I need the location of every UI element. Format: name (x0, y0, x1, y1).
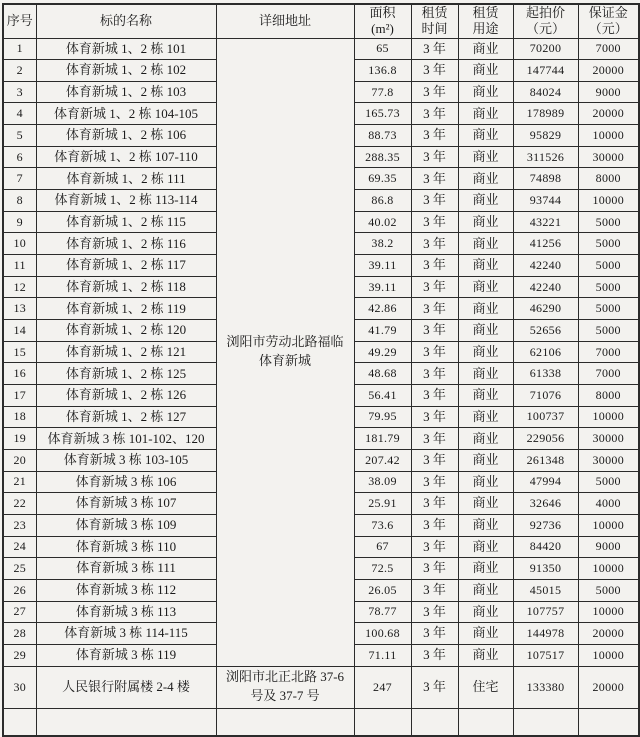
cell-lot-name: 体育新城 3 栋 103-105 (36, 449, 216, 471)
cell-address (216, 666, 354, 708)
table-body (3, 38, 639, 736)
cell-area: 41.79 (354, 320, 411, 342)
cell-deposit: 10000 (578, 514, 639, 536)
cell-lease-term: 3 年 (411, 644, 458, 666)
cell-starting-price: 71076 (513, 385, 578, 407)
cell-deposit: 5000 (578, 579, 639, 601)
cell-area: 38.09 (354, 471, 411, 493)
cell-lease-use: 商业 (458, 190, 513, 212)
cell-starting-price: 133380 (513, 666, 578, 708)
cell-lot-name: 体育新城 1、2 栋 111 (36, 168, 216, 190)
cell-deposit: 5000 (578, 233, 639, 255)
cell-lot-name: 体育新城 1、2 栋 127 (36, 406, 216, 428)
cell-starting-price: 52656 (513, 320, 578, 342)
cutoff-cell (3, 708, 36, 736)
cell-lot-name: 人民银行附属楼 2-4 楼 (36, 666, 216, 708)
cell-starting-price: 147744 (513, 60, 578, 82)
cell-lease-use: 商业 (458, 255, 513, 277)
cell-serial-number: 9 (3, 211, 36, 233)
cell-lease-use: 住宅 (458, 666, 513, 708)
column-header-line1: 标的名称 (99, 13, 152, 29)
cell-deposit: 30000 (578, 428, 639, 450)
cell-deposit: 5000 (578, 471, 639, 493)
cell-lease-use: 商业 (458, 601, 513, 623)
cell-lease-term: 3 年 (411, 146, 458, 168)
cell-lot-name: 体育新城 3 栋 112 (36, 579, 216, 601)
cell-area: 49.29 (354, 341, 411, 363)
cell-lot-name: 体育新城 1、2 栋 120 (36, 320, 216, 342)
column-header-line1: 序号 (6, 13, 33, 29)
cell-lot-name: 体育新城 1、2 栋 126 (36, 385, 216, 407)
cell-lease-use: 商业 (458, 493, 513, 515)
column-header-no (3, 4, 36, 38)
cell-starting-price: 311526 (513, 146, 578, 168)
cell-lease-use: 商业 (458, 623, 513, 645)
cell-deposit: 7000 (578, 341, 639, 363)
cell-starting-price: 107757 (513, 601, 578, 623)
cutoff-cell (513, 708, 578, 736)
cell-lease-use: 商业 (458, 211, 513, 233)
column-header-line2: 用途 (472, 21, 499, 37)
cell-lease-term: 3 年 (411, 168, 458, 190)
cell-lease-term: 3 年 (411, 38, 458, 60)
cell-area: 56.41 (354, 385, 411, 407)
cell-serial-number: 2 (3, 60, 36, 82)
cell-lease-term: 3 年 (411, 103, 458, 125)
cell-starting-price: 95829 (513, 125, 578, 147)
column-header-deposit (578, 4, 639, 38)
cell-deposit: 10000 (578, 406, 639, 428)
cutoff-cell (216, 708, 354, 736)
cell-lease-term: 3 年 (411, 449, 458, 471)
cell-lease-use: 商业 (458, 81, 513, 103)
cell-starting-price: 84024 (513, 81, 578, 103)
cell-area: 25.91 (354, 493, 411, 515)
cell-deposit: 5000 (578, 255, 639, 277)
cell-starting-price: 42240 (513, 276, 578, 298)
cell-deposit: 5000 (578, 320, 639, 342)
cell-serial-number: 3 (3, 81, 36, 103)
table-header (3, 4, 639, 38)
cell-serial-number: 1 (3, 38, 36, 60)
column-header-line1: 详细地址 (258, 13, 311, 29)
cell-lease-term: 3 年 (411, 666, 458, 708)
merged-address-text: 浏阳市劳动北路福临体育新城 (226, 334, 344, 369)
cell-lease-use: 商业 (458, 276, 513, 298)
cell-starting-price: 70200 (513, 38, 578, 60)
cell-deposit: 8000 (578, 168, 639, 190)
cell-starting-price: 43221 (513, 211, 578, 233)
cell-lease-use: 商业 (458, 363, 513, 385)
cell-lot-name: 体育新城 1、2 栋 102 (36, 60, 216, 82)
auction-lots-table (2, 3, 640, 737)
cell-lot-name: 体育新城 1、2 栋 104-105 (36, 103, 216, 125)
cell-starting-price: 45015 (513, 579, 578, 601)
cell-lease-term: 3 年 (411, 276, 458, 298)
cell-lease-use: 商业 (458, 558, 513, 580)
cell-lease-term: 3 年 (411, 493, 458, 515)
cell-deposit: 20000 (578, 60, 639, 82)
cell-area: 38.2 (354, 233, 411, 255)
cell-starting-price: 100737 (513, 406, 578, 428)
cell-lease-term: 3 年 (411, 385, 458, 407)
cell-area: 26.05 (354, 579, 411, 601)
cell-lot-name: 体育新城 3 栋 107 (36, 493, 216, 515)
cell-lease-term: 3 年 (411, 406, 458, 428)
cell-deposit: 20000 (578, 103, 639, 125)
cell-deposit: 8000 (578, 385, 639, 407)
cell-starting-price: 178989 (513, 103, 578, 125)
cell-deposit: 5000 (578, 276, 639, 298)
cell-serial-number: 20 (3, 449, 36, 471)
cell-starting-price: 46290 (513, 298, 578, 320)
table-row (3, 38, 639, 60)
cell-starting-price: 229056 (513, 428, 578, 450)
cell-lot-name: 体育新城 1、2 栋 118 (36, 276, 216, 298)
cell-starting-price: 91350 (513, 558, 578, 580)
cell-lease-use: 商业 (458, 38, 513, 60)
cell-starting-price: 92736 (513, 514, 578, 536)
cell-area: 88.73 (354, 125, 411, 147)
cell-serial-number: 30 (3, 666, 36, 708)
cell-area: 48.68 (354, 363, 411, 385)
cell-area: 78.77 (354, 601, 411, 623)
cell-lease-term: 3 年 (411, 233, 458, 255)
cell-area: 79.95 (354, 406, 411, 428)
column-header-name (36, 4, 216, 38)
cell-serial-number: 14 (3, 320, 36, 342)
cell-deposit: 10000 (578, 644, 639, 666)
cell-lease-use: 商业 (458, 449, 513, 471)
cell-deposit: 4000 (578, 493, 639, 515)
cell-lease-use: 商业 (458, 146, 513, 168)
cell-area: 77.8 (354, 81, 411, 103)
cell-deposit: 9000 (578, 81, 639, 103)
cell-area: 100.68 (354, 623, 411, 645)
column-header-address (216, 4, 354, 38)
cell-lease-term: 3 年 (411, 320, 458, 342)
cell-lease-term: 3 年 (411, 514, 458, 536)
cell-lot-name: 体育新城 1、2 栋 103 (36, 81, 216, 103)
cell-deposit: 10000 (578, 190, 639, 212)
cell-serial-number: 25 (3, 558, 36, 580)
column-header-line2: (m²) (371, 21, 394, 37)
column-header-line1: 起拍价 (525, 5, 565, 20)
cell-serial-number: 8 (3, 190, 36, 212)
cell-serial-number: 23 (3, 514, 36, 536)
cell-lease-term: 3 年 (411, 81, 458, 103)
cell-area: 288.35 (354, 146, 411, 168)
cell-lot-name: 体育新城 1、2 栋 101 (36, 38, 216, 60)
cell-starting-price: 42240 (513, 255, 578, 277)
cell-lot-name: 体育新城 3 栋 111 (36, 558, 216, 580)
cell-serial-number: 13 (3, 298, 36, 320)
cell-area: 69.35 (354, 168, 411, 190)
cell-starting-price: 144978 (513, 623, 578, 645)
cell-lease-term: 3 年 (411, 601, 458, 623)
cell-starting-price: 47994 (513, 471, 578, 493)
cell-lease-use: 商业 (458, 406, 513, 428)
cell-lot-name: 体育新城 1、2 栋 115 (36, 211, 216, 233)
cell-lease-term: 3 年 (411, 255, 458, 277)
column-header-line1: 租赁 (421, 5, 448, 20)
cell-starting-price: 32646 (513, 493, 578, 515)
column-header-line2: 时间 (421, 21, 448, 37)
cell-lease-use: 商业 (458, 233, 513, 255)
cell-area: 207.42 (354, 449, 411, 471)
cell-lease-term: 3 年 (411, 579, 458, 601)
cell-lease-use: 商业 (458, 428, 513, 450)
cell-area: 42.86 (354, 298, 411, 320)
column-header-price (513, 4, 578, 38)
cell-serial-number: 6 (3, 146, 36, 168)
cell-lease-use: 商业 (458, 298, 513, 320)
cutoff-cell (578, 708, 639, 736)
cell-lot-name: 体育新城 1、2 栋 121 (36, 341, 216, 363)
address-text: 浏阳市北正北路 37-6 号及 37-7 号 (225, 669, 345, 704)
cell-lot-name: 体育新城 3 栋 109 (36, 514, 216, 536)
cell-serial-number: 19 (3, 428, 36, 450)
cell-serial-number: 12 (3, 276, 36, 298)
cell-lease-term: 3 年 (411, 211, 458, 233)
cell-lot-name: 体育新城 3 栋 106 (36, 471, 216, 493)
cell-lease-term: 3 年 (411, 341, 458, 363)
cell-starting-price: 93744 (513, 190, 578, 212)
cell-lease-term: 3 年 (411, 558, 458, 580)
cell-lease-use: 商业 (458, 385, 513, 407)
cell-lot-name: 体育新城 1、2 栋 116 (36, 233, 216, 255)
cell-area: 67 (354, 536, 411, 558)
cell-starting-price: 84420 (513, 536, 578, 558)
table-page-wrap (2, 3, 640, 737)
cell-area: 65 (354, 38, 411, 60)
cell-lease-term: 3 年 (411, 125, 458, 147)
cell-area: 165.73 (354, 103, 411, 125)
cell-lease-use: 商业 (458, 514, 513, 536)
cell-area: 247 (354, 666, 411, 708)
cutoff-cell (411, 708, 458, 736)
cell-deposit: 5000 (578, 211, 639, 233)
cell-lease-use: 商业 (458, 125, 513, 147)
cell-lot-name: 体育新城 1、2 栋 117 (36, 255, 216, 277)
cell-serial-number: 24 (3, 536, 36, 558)
column-header-line2: （元） (525, 21, 565, 37)
cell-deposit: 7000 (578, 38, 639, 60)
cell-area: 73.6 (354, 514, 411, 536)
cell-starting-price: 74898 (513, 168, 578, 190)
column-header-line1: 面积 (369, 5, 396, 20)
cell-deposit: 30000 (578, 146, 639, 168)
cell-lease-term: 3 年 (411, 298, 458, 320)
column-header-line2: （元） (588, 21, 628, 37)
cell-lease-use: 商业 (458, 471, 513, 493)
column-header-line1: 保证金 (588, 5, 628, 20)
cell-lease-use: 商业 (458, 168, 513, 190)
cell-starting-price: 261348 (513, 449, 578, 471)
cell-lease-term: 3 年 (411, 190, 458, 212)
cell-serial-number: 16 (3, 363, 36, 385)
header-row (3, 4, 639, 38)
cell-starting-price: 62106 (513, 341, 578, 363)
cell-lease-use: 商业 (458, 320, 513, 342)
cell-lease-term: 3 年 (411, 471, 458, 493)
cell-lease-use: 商业 (458, 341, 513, 363)
cell-serial-number: 18 (3, 406, 36, 428)
cell-area: 39.11 (354, 255, 411, 277)
cell-deposit: 7000 (578, 363, 639, 385)
cell-serial-number: 4 (3, 103, 36, 125)
cell-lot-name: 体育新城 3 栋 114-115 (36, 623, 216, 645)
cell-lease-use: 商业 (458, 103, 513, 125)
cell-deposit: 20000 (578, 666, 639, 708)
cell-lease-term: 3 年 (411, 536, 458, 558)
cell-serial-number: 17 (3, 385, 36, 407)
cell-serial-number: 29 (3, 644, 36, 666)
cell-lot-name: 体育新城 3 栋 110 (36, 536, 216, 558)
column-header-area (354, 4, 411, 38)
cell-serial-number: 28 (3, 623, 36, 645)
cell-lot-name: 体育新城 1、2 栋 106 (36, 125, 216, 147)
table-row (3, 666, 639, 708)
cell-lease-use: 商业 (458, 60, 513, 82)
cell-area: 86.8 (354, 190, 411, 212)
cell-serial-number: 15 (3, 341, 36, 363)
cell-area: 40.02 (354, 211, 411, 233)
cell-lot-name: 体育新城 3 栋 113 (36, 601, 216, 623)
cell-deposit: 30000 (578, 449, 639, 471)
cell-lot-name: 体育新城 1、2 栋 107-110 (36, 146, 216, 168)
cell-starting-price: 107517 (513, 644, 578, 666)
cutoff-cell (354, 708, 411, 736)
cell-serial-number: 22 (3, 493, 36, 515)
cell-deposit: 10000 (578, 558, 639, 580)
cell-lot-name: 体育新城 3 栋 119 (36, 644, 216, 666)
cell-lot-name: 体育新城 1、2 栋 119 (36, 298, 216, 320)
cell-deposit: 10000 (578, 601, 639, 623)
cell-lease-use: 商业 (458, 644, 513, 666)
cell-serial-number: 21 (3, 471, 36, 493)
column-header-term (411, 4, 458, 38)
cell-lot-name: 体育新城 3 栋 101-102、120 (36, 428, 216, 450)
cell-lease-term: 3 年 (411, 60, 458, 82)
cell-area: 39.11 (354, 276, 411, 298)
cell-starting-price: 61338 (513, 363, 578, 385)
cell-deposit: 20000 (578, 623, 639, 645)
column-header-line1: 租赁 (472, 5, 499, 20)
cutoff-cell (36, 708, 216, 736)
cell-area: 181.79 (354, 428, 411, 450)
cell-lease-term: 3 年 (411, 428, 458, 450)
column-header-use (458, 4, 513, 38)
cell-lot-name: 体育新城 1、2 栋 125 (36, 363, 216, 385)
cell-merged-address (216, 38, 354, 666)
cell-deposit: 10000 (578, 125, 639, 147)
cutoff-row (3, 708, 639, 736)
cell-lot-name: 体育新城 1、2 栋 113-114 (36, 190, 216, 212)
cell-lease-term: 3 年 (411, 623, 458, 645)
cell-area: 72.5 (354, 558, 411, 580)
cell-deposit: 9000 (578, 536, 639, 558)
cell-serial-number: 27 (3, 601, 36, 623)
cutoff-cell (458, 708, 513, 736)
cell-serial-number: 7 (3, 168, 36, 190)
cell-serial-number: 10 (3, 233, 36, 255)
cell-starting-price: 41256 (513, 233, 578, 255)
cell-area: 71.11 (354, 644, 411, 666)
cell-deposit: 5000 (578, 298, 639, 320)
cell-serial-number: 11 (3, 255, 36, 277)
cell-lease-use: 商业 (458, 536, 513, 558)
cell-serial-number: 26 (3, 579, 36, 601)
cell-lease-use: 商业 (458, 579, 513, 601)
cell-serial-number: 5 (3, 125, 36, 147)
cell-area: 136.8 (354, 60, 411, 82)
cell-lease-term: 3 年 (411, 363, 458, 385)
